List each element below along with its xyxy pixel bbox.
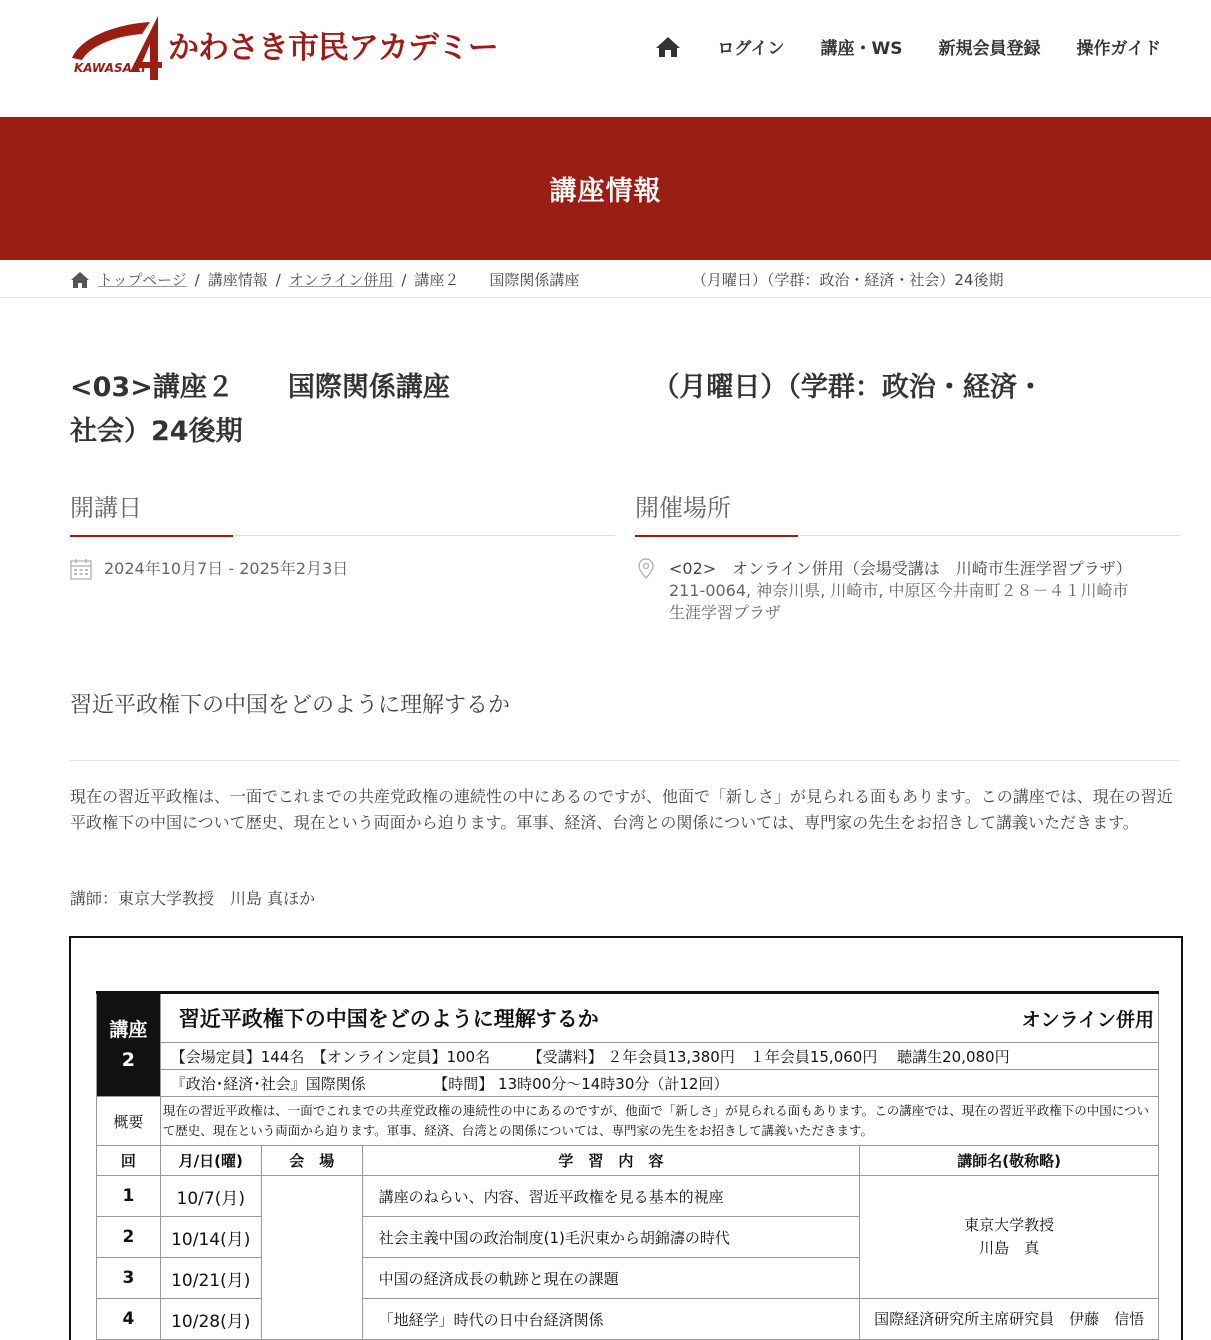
nav-register[interactable]: 新規会員登録 <box>938 39 1041 59</box>
row-date: 10/28(月) <box>160 1299 261 1340</box>
page-title <box>70 366 1170 454</box>
breadcrumb-info: 講座情報 <box>207 271 268 289</box>
calendar-icon <box>70 558 92 580</box>
course-flyer <box>69 936 1183 1340</box>
site-header <box>0 0 1211 117</box>
event-description: 現在の習近平政権は、一面でこれまでの共産党政権の連続性の中にあるのですが、他面で「新しさ」が見られる面もあります。この講座では、現在の習近平政権下の中国について歴史、現在という両面から迫ります。軍事、経済、台湾との関係については、専門家の先生をお招きして講義いただきます。 <box>70 787 1173 832</box>
nav-home[interactable] <box>655 35 681 59</box>
date-heading: 開講日 <box>70 488 615 536</box>
flyer-table <box>96 991 1159 1340</box>
course-number-cell <box>97 993 161 1097</box>
breadcrumb-separator: / <box>275 270 281 289</box>
breadcrumb-online[interactable]: オンライン併用 <box>288 271 394 289</box>
breadcrumb-separator: / <box>401 270 407 289</box>
flyer-mode: オンライン併用 <box>860 993 1159 1043</box>
course-label: 講座 <box>109 1019 148 1041</box>
gaiyo-label: 概要 <box>97 1097 161 1146</box>
row-content: 社会主義中国の政治制度(1)毛沢東から胡錦濤の時代 <box>362 1217 860 1258</box>
flyer-meta-capacity: 【会場定員】144名 【オンライン定員】100名 【受講料】 ２年会員13,380円 １年会員15,060円 聴講生20,080円 <box>160 1043 1158 1070</box>
row-date: 10/7(月) <box>160 1176 261 1217</box>
row-no: 2 <box>97 1217 161 1258</box>
venue-name: <02> オンライン併用（会場受講は 川崎市生涯学習プラザ） <box>669 559 1132 578</box>
row-venue <box>261 1176 362 1340</box>
venue-section <box>635 488 1180 624</box>
col-header-venue: 会 場 <box>261 1146 362 1176</box>
col-header-teacher: 講師名(敬称略) <box>860 1146 1159 1176</box>
venue-address-line1: 211-0064, 神奈川県, 川崎市, 中原区今井南町２８－４１川崎市 <box>669 581 1129 600</box>
nav-courses[interactable]: 講座・WS <box>820 39 903 59</box>
row-content: 中国の経済成長の軌跡と現在の課題 <box>362 1258 860 1299</box>
map-pin-icon <box>635 558 657 580</box>
col-header-date: 月/日(曜) <box>160 1146 261 1176</box>
row-no: 4 <box>97 1299 161 1340</box>
page-banner <box>0 117 1211 260</box>
row-date: 10/21(月) <box>160 1258 261 1299</box>
date-section <box>70 488 615 580</box>
breadcrumb-home[interactable]: トップページ <box>98 271 187 289</box>
date-value: 2024年10月7日 - 2025年2月3日 <box>104 559 349 578</box>
row-no: 1 <box>97 1176 161 1217</box>
main-nav <box>655 34 1161 59</box>
banner-title: 講座情報 <box>549 176 662 207</box>
venue-heading: 開催場所 <box>635 488 1180 536</box>
table-row <box>97 1176 1159 1217</box>
row-teacher <box>860 1176 1159 1299</box>
logo-brand: KAWASAKI <box>74 61 146 75</box>
logo-text[interactable]: かわさき市民アカデミー <box>168 30 498 66</box>
row-content: 講座のねらい、内容、習近平政権を見る基本的視座 <box>362 1176 860 1217</box>
row-teacher: 国際経済研究所主席研究員 伊藤 信悟 <box>860 1299 1159 1340</box>
flyer-meta-time: 『政治･経済･社会』国際関係 【時間】 13時00分～14時30分（計12回） <box>160 1070 1158 1097</box>
breadcrumb-separator: / <box>194 270 200 289</box>
event-lecturer: 講師：東京大学教授 川島 真ほか <box>70 889 316 908</box>
flyer-title: 習近平政権下の中国をどのように理解するか <box>160 993 859 1043</box>
venue-address-line2: 生涯学習プラザ <box>669 603 782 622</box>
row-no: 3 <box>97 1258 161 1299</box>
breadcrumb <box>0 260 1211 298</box>
row-date: 10/14(月) <box>160 1217 261 1258</box>
teacher-affiliation: 東京大学教授 <box>964 1216 1055 1234</box>
teacher-name: 川島 真 <box>979 1239 1040 1257</box>
page-title-line2: 社会）24後期 <box>70 416 243 447</box>
row-content: 「地経学」時代の日中台経済関係 <box>362 1299 860 1340</box>
nav-guide[interactable]: 操作ガイド <box>1076 39 1161 59</box>
nav-login[interactable]: ログイン <box>717 39 785 59</box>
home-icon <box>70 271 90 289</box>
home-icon <box>655 35 681 59</box>
course-number: 2 <box>121 1049 135 1071</box>
col-header-no: 回 <box>97 1146 161 1176</box>
gaiyo-text: 現在の習近平政権は、一面でこれまでの共産党政権の連続性の中にあるのですが、他面で「新しさ」が見られる面もあります。この講座では、現在の習近平政権下の中国について歴史、現在という両面から迫ります。軍事、経済、台湾との関係については、専門家の先生をお招きして講義いただきます。 <box>160 1097 1158 1146</box>
event-subtitle: 習近平政権下の中国をどのように理解するか <box>70 693 511 718</box>
divider <box>70 760 1179 761</box>
col-header-content: 学 習 内 容 <box>362 1146 860 1176</box>
table-row <box>97 1299 1159 1340</box>
breadcrumb-current: 講座２ 国際関係講座 （月曜日）（学群：政治・経済・社会）24後期 <box>414 271 1004 289</box>
page-title-line1: <03>講座２ 国際関係講座 （月曜日）（学群：政治・経済・ <box>70 372 1044 403</box>
